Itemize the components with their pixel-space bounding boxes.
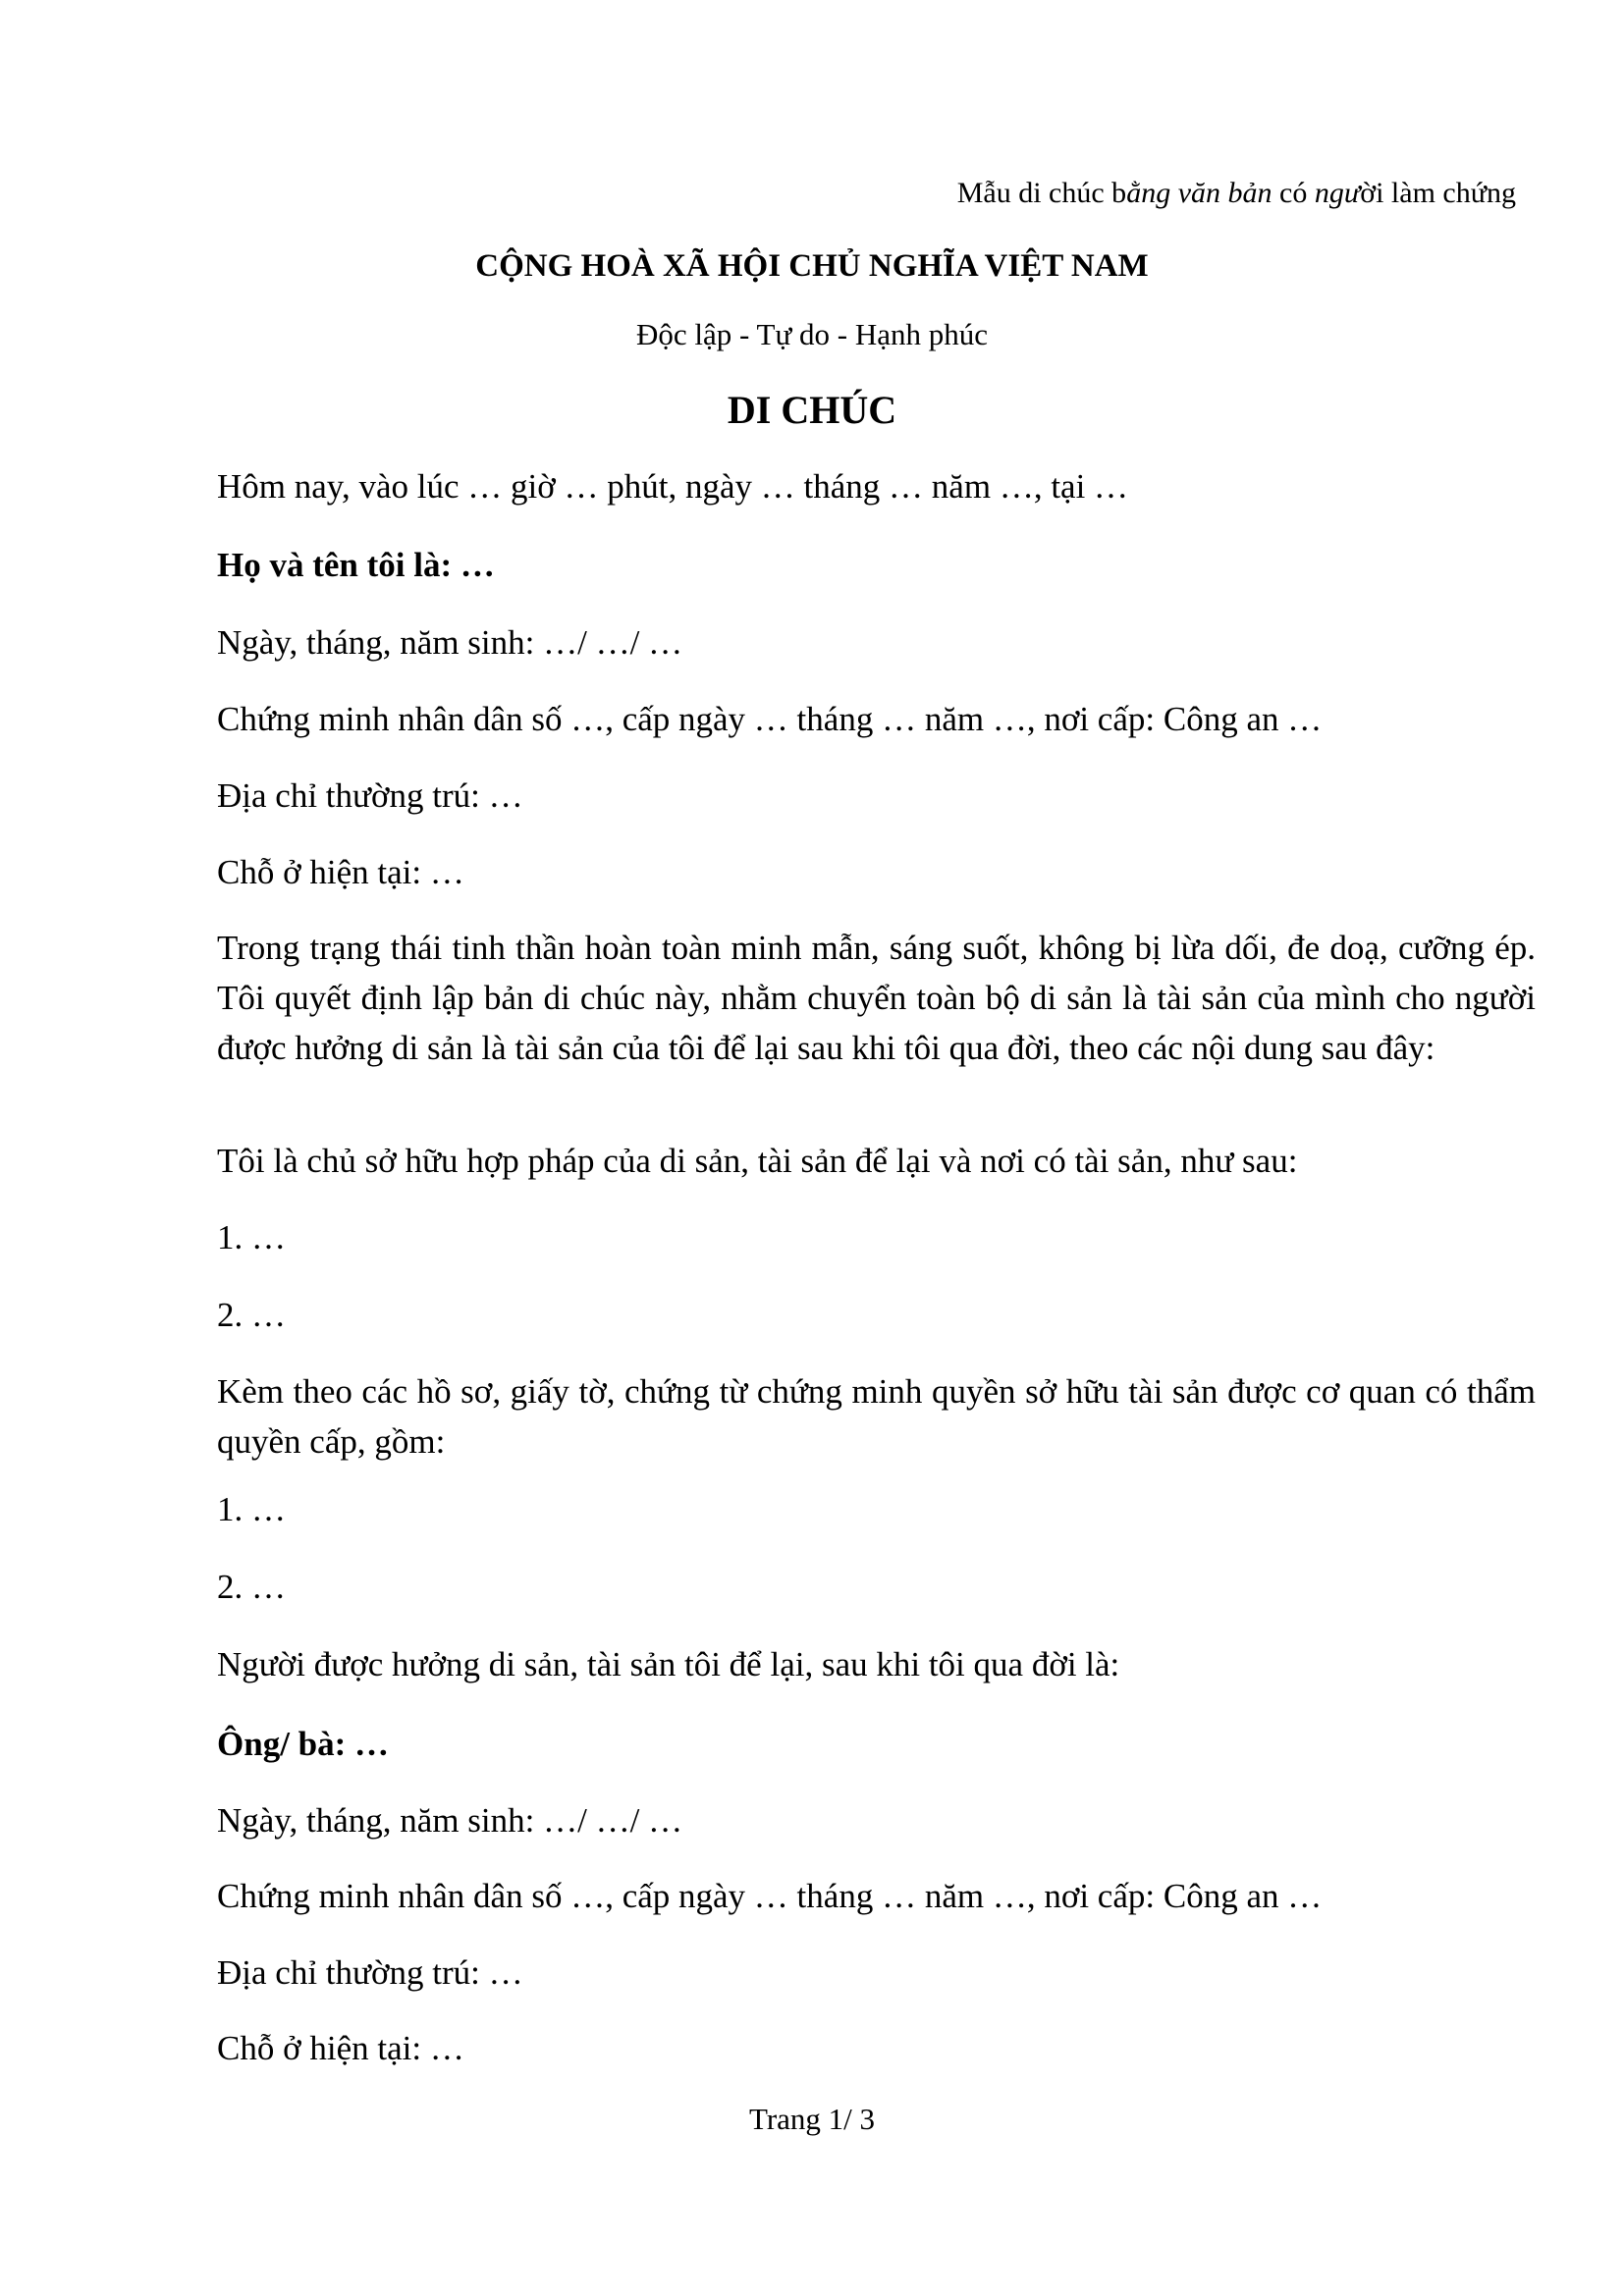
declaration-paragraph: Trong trạng thái tinh thần hoàn toàn minh mẫn, sáng suốt, không bị lừa dối, đe doạ, cưỡng ép. Tôi quyết định lập bản di chúc này, nhằm chuyển toàn bộ di sản là tài sản của mình cho người được hưởng di sản là tài sản của tôi để lại sau khi tôi qua đời, theo các nội dung sau đây: [217, 929, 1536, 1067]
documents-intro-paragraph: Kèm theo các hồ sơ, giấy tờ, chứng từ chứng minh quyền sở hữu tài sản được cơ quan có thẩm quyền cấp, gồm: [217, 1372, 1536, 1461]
template-note-italic: ngư [1314, 177, 1361, 209]
beneficiary-intro-line: Người được hưởng di sản, tài sản tôi để lại, sau khi tôi qua đời là: [217, 1645, 1120, 1683]
template-note [957, 174, 1516, 213]
template-note-italic: ằng văn bản [1126, 177, 1272, 209]
motto: Độc lập - Tự do - Hạnh phúc [636, 317, 988, 351]
ownership-line: Tôi là chủ sở hữu hợp pháp của di sản, tài sản để lại và nơi có tài sản, như sau: [217, 1142, 1298, 1180]
beneficiary-permanent-address: Địa chỉ thường trú: … [217, 1953, 523, 1992]
document-item: 1. … [217, 1490, 286, 1528]
testator-current-address: Chỗ ở hiện tại: … [217, 853, 464, 891]
testator-permanent-address: Địa chỉ thường trú: … [217, 776, 523, 815]
template-note-part: i làm chứng [1376, 177, 1516, 209]
nation-heading: CỘNG HOÀ XÃ HỘI CHỦ NGHĨA VIỆT NAM [475, 248, 1149, 284]
beneficiary-dob: Ngày, tháng, năm sinh: …/ …/ … [217, 1801, 683, 1840]
document-title: DI CHÚC [727, 388, 897, 432]
testator-name-line: Họ và tên tôi là: … [217, 546, 495, 584]
testator-id-card: Chứng minh nhân dân số …, cấp ngày … tháng … năm …, nơi cấp: Công an … [217, 700, 1323, 738]
asset-item: 1. … [217, 1218, 286, 1256]
template-note-part: Mẫu di chúc b [956, 177, 1127, 209]
page-number: Trang 1/ 3 [748, 2102, 876, 2136]
document-item: 2. … [217, 1568, 286, 1606]
asset-item: 2. … [217, 1296, 286, 1334]
beneficiary-id-card: Chứng minh nhân dân số …, cấp ngày … tháng … năm …, nơi cấp: Công an … [217, 1877, 1323, 1915]
beneficiary-current-address: Chỗ ở hiện tại: … [217, 2029, 464, 2067]
template-note-part: ờ [1360, 177, 1377, 209]
beneficiary-name-line: Ông/ bà: … [217, 1725, 390, 1763]
template-note-part: có [1272, 177, 1315, 209]
intro-line: Hôm nay, vào lúc … giờ … phút, ngày … tháng … năm …, tại … [217, 467, 1129, 506]
testator-dob: Ngày, tháng, năm sinh: …/ …/ … [217, 623, 683, 662]
